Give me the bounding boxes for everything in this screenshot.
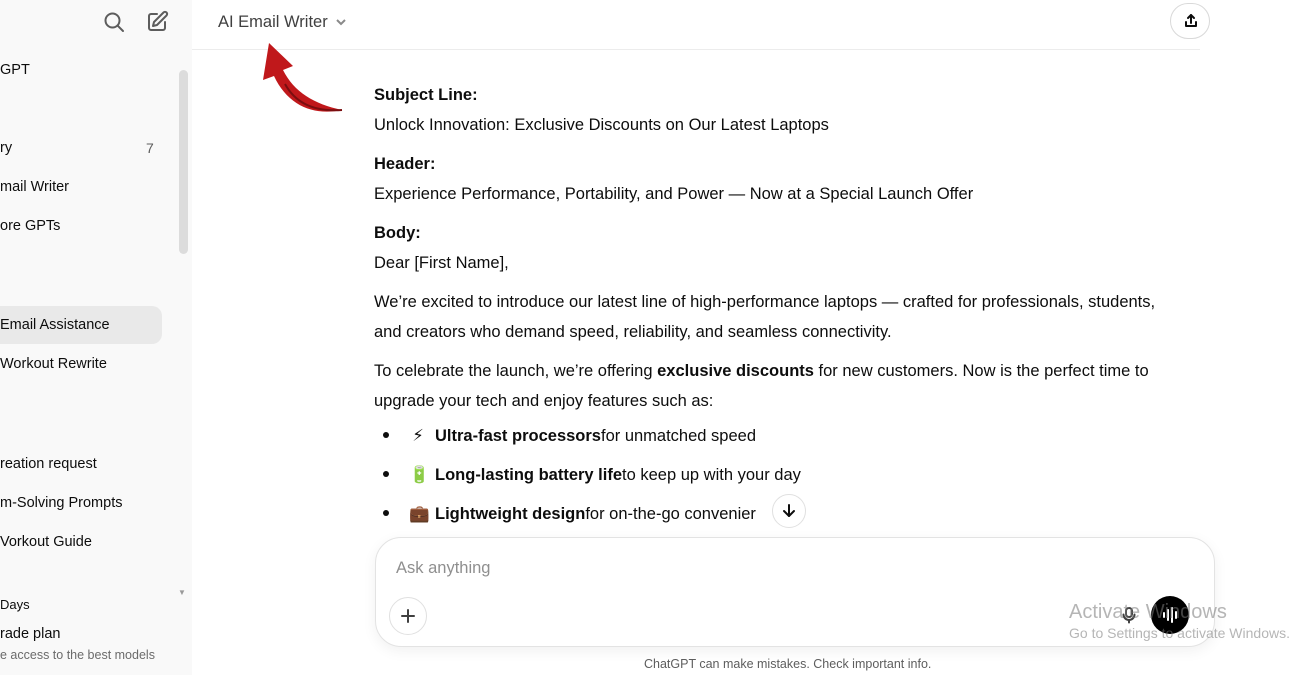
search-icon[interactable] [100,8,128,36]
list-item [374,416,1200,455]
share-button[interactable] [1170,3,1210,39]
chat-title: Vorkout Guide [0,534,92,550]
sidebar-chat-email-assistance[interactable] [0,306,162,344]
sidebar-chat-days[interactable] [0,587,162,617]
upgrade-plan-subtitle: e access to the best models [0,648,155,662]
sidebar-item-label: GPT [0,62,30,78]
battery-icon: 🔋 [409,465,430,484]
disclaimer-text: ChatGPT can make mistakes. Check important info. [644,657,932,671]
bullet-bold: Lightweight design [435,504,586,523]
subject-text: Unlock Innovation: Exclusive Discounts on Our Latest Laptops [374,116,829,134]
chevron-down-icon [334,15,348,29]
assistant-message [374,80,1200,533]
paragraph-1-line-2: and creators who demand speed, reliability, and seamless connectivity. [374,323,892,341]
chat-title: reation request [0,456,97,472]
model-selector-button[interactable] [218,9,348,35]
share-icon [1183,13,1199,29]
bullet-rest: for on-the-go convenier [585,504,756,523]
header-heading: Header: [374,155,436,173]
new-chat-icon[interactable] [143,8,171,36]
paragraph-2-line-2: upgrade your tech and enjoy features such as: [374,392,714,410]
paragraph-1-line-1: We’re excited to introduce our latest line of high-performance laptops — crafted for professionals, students, [374,293,1156,311]
sidebar-scrollbar[interactable] [179,70,188,254]
sidebar-item-explore-gpts[interactable] [0,207,162,245]
chat-title: Workout Rewrite [0,356,107,372]
bullet-bold: Ultra-fast processors [435,426,601,445]
sidebar-item-label: ore GPTs [0,218,61,234]
model-name: AI Email Writer [218,12,328,31]
lightning-icon: ⚡ [412,426,424,445]
scroll-to-bottom-button[interactable] [772,494,806,528]
subject-heading: Subject Line: [374,86,478,104]
watermark-line-2: Go to Settings to activate Windows. [1069,625,1290,641]
sidebar-chat-workout-guide[interactable] [0,523,162,561]
sidebar-item-label: mail Writer [0,179,70,195]
scroll-down-arrow-icon[interactable]: ▼ [178,588,186,597]
para2-pre: To celebrate the launch, we’re offering [374,362,658,380]
red-annotation-arrow-icon [248,40,348,120]
upgrade-plan-title[interactable]: rade plan [0,626,61,642]
sidebar-item-library[interactable] [0,129,162,167]
sidebar-chat-solving-prompts[interactable] [0,484,162,522]
sidebar-item-ai-email-writer[interactable] [0,168,162,206]
attach-button[interactable] [389,597,427,635]
activate-windows-watermark [1069,600,1290,642]
watermark-line-1: Activate Windows [1069,601,1227,623]
sidebar-chat-workout-rewrite[interactable] [0,345,162,383]
chat-title: Days [0,597,30,612]
sidebar-item-label: ry [0,140,13,156]
plus-icon [399,607,417,625]
bullet-bold: Long-lasting battery life [435,465,623,484]
bullet-rest: for unmatched speed [600,426,757,445]
chat-title: Email Assistance [0,317,110,333]
header-text: Experience Performance, Portability, and Power — Now at a Special Launch Offer [374,185,974,203]
sidebar [0,0,192,675]
paragraph-2-line-1 [374,356,1200,386]
list-item [374,455,1200,494]
para2-bold: exclusive discounts [657,362,814,380]
library-count-badge: 7 [146,140,154,156]
greeting: Dear [First Name], [374,254,509,272]
para2-post: for new customers. Now is the perfect time to [813,362,1149,380]
prompt-input[interactable] [396,556,996,580]
sidebar-item-chatgpt[interactable] [0,51,162,89]
sidebar-chat-creation-request[interactable] [0,445,162,483]
arrow-down-icon [781,503,797,519]
bullet-rest: to keep up with your day [622,465,801,484]
briefcase-icon: 💼 [409,504,430,523]
chat-title: m-Solving Prompts [0,495,123,511]
body-heading: Body: [374,224,421,242]
